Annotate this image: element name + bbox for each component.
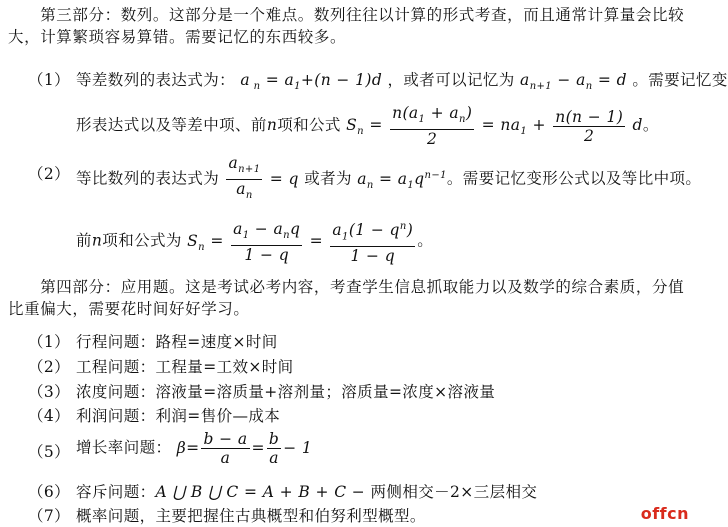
formula-growth-rate: β= $\frac{b - a}{a}$ = $\frac{b}{a}$ − 1 — [176, 430, 313, 467]
item-number: （4） — [28, 407, 71, 425]
item-text: 形表达式以及等差中项、前 — [76, 116, 267, 135]
item-text: 容斥问题： — [76, 483, 156, 501]
item-text: 浓度问题：溶液量=溶质量+溶剂量；溶质量=浓度×溶液量 — [76, 383, 496, 401]
item-text: 或者为 — [304, 169, 352, 188]
formula-arith-general: a $_n = a_1+(n - 1)d$ — [240, 71, 383, 93]
offcn-watermark: offcn — [640, 504, 689, 523]
item-number: （2） — [28, 358, 71, 376]
item-number: （6） — [28, 483, 71, 501]
item-text: 行程问题：路程=速度×时间 — [76, 333, 278, 351]
variable-n: n — [266, 116, 278, 135]
formula-geo-sum: $S_n$ = $\frac{a_1 - a_nq}{1 - q}$ = $\frac{a_1(1 - q^n)}{1 - q}$ — [187, 219, 414, 266]
item-text: 两侧相交－2×三层相交 — [370, 483, 538, 501]
item-text: ，或者可以记忆为 — [387, 71, 515, 89]
formula-inclusion: A ⋃ B ⋃ C = A + B + C − — [155, 483, 371, 501]
item-text: 。需要记忆变 — [632, 71, 728, 89]
item-text: 增长率问题： — [76, 438, 172, 457]
item-text: 。 — [417, 231, 434, 250]
item-text: 项和公式为 — [102, 231, 182, 250]
item-text: 。需要记忆变形公式以及等比中项。 — [446, 169, 702, 188]
formula-arith-diff: $a_{n+1} - a_n = d$ — [520, 71, 627, 93]
item-text: 项和公式 — [277, 116, 341, 135]
formula-geo-general: $a_n = a_1q^{n-1}$ — [357, 169, 447, 191]
item-number: （1） — [28, 333, 71, 351]
part3-intro: 第三部分：数列。这部分是一个难点。数列往往以计算的形式考查，而且通常计算量会比较大，计算繁琐容易算错。需要记忆的东西较多。 — [8, 6, 685, 46]
item-text: 概率问题，主要把握住古典概型和伯努利型概型。 — [76, 507, 426, 525]
item-text: 工程问题：工程量=工效×时间 — [76, 358, 294, 376]
formula-arith-sum: $S_n$ = $\frac{n(a_1 + a_n)}{2}$ = $na_1$ + $\frac{n(n - 1)}{2}$ d — [346, 104, 643, 149]
item-number: （7） — [28, 507, 71, 525]
item-text: 前 — [76, 231, 92, 250]
formula-geo-ratio: $\frac{a_{n+1}}{a_n}$ = q — [228, 154, 299, 202]
item-number: （3） — [28, 383, 71, 401]
item-text: 等差数列的表达式为： — [76, 71, 236, 89]
item-text: 等比数列的表达式为 — [76, 169, 220, 188]
item-number: （1） — [28, 71, 71, 89]
variable-n: n — [91, 231, 103, 250]
item-text: 利润问题：利润=售价—成本 — [76, 407, 281, 425]
part4-intro: 第四部分：应用题。这是考试必考内容，考查学生信息抓取能力以及数学的综合素质，分值比重偏大，需要花时间好好学习。 — [8, 278, 685, 318]
item-number: （2） — [28, 165, 71, 183]
item-text: 。 — [642, 116, 659, 135]
item-number: （5） — [28, 443, 71, 461]
